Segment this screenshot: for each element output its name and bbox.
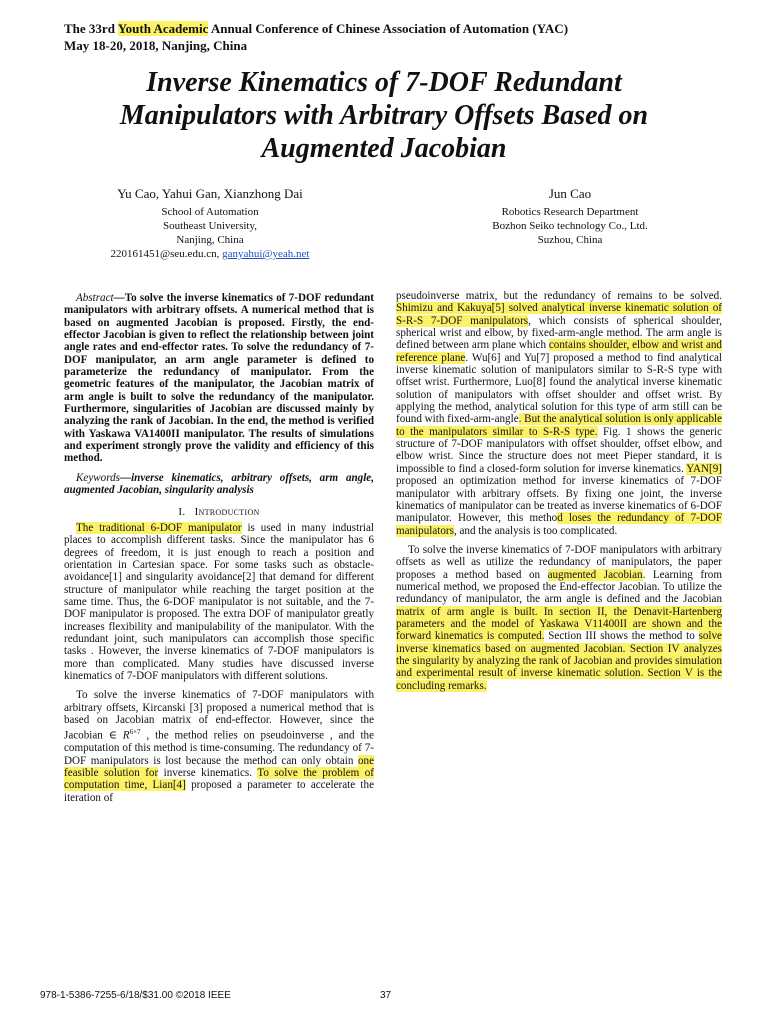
paragraph: The traditional 6-DOF manipulator is used in many industrial places to accomplish different tasks. Since the manipulator has 6 degrees of freedom, it is just enough to reach a position and orientation in Cartesian space. For some tasks such as obstacle-avoidance[1] and singularity avoidance[2] that demand for different structure of manipulator while reaching the target position at the same time. Thus, the 6-DOF manipulator is not suitable, and the 7-DOF manipulator is proposed. The extra DOF of manipulator greatly increases flexibility and manipulability of the manipulator. With the redundant joint, such manipulators can accomplish those specific tasks . However, the inverse kinematics of 7-DOF manipulators is more than complicated. Many studies have discussed inverse kinematics of 7-DOF manipulators with different solutions. xyxy=(64,521,374,682)
section-heading: I. Introduction xyxy=(178,505,260,518)
conference-header xyxy=(64,20,568,54)
paragraph: pseudoinverse matrix, but the redundancy of remains to be solved. Shimizu and Kakuya[5] solved analytical inverse kinematic solution of S-R-S 7-DOF manipulators, which consists of spherical shoulder, spherical wrist and elbow, by fixed-arm-angle method. The arm angle is defined between arm plane which contains shoulder, elbow and wrist and reference plane. Wu[6] and Yu[7] proposed a method to find analytical inverse kinematic solution of manipulators similar to S-R-S type with offset wrist. Furthermore, Luo[8] found the analytical inverse kinematic solution of manipulators with offset shoulder and offset wrist. By applying the method, analytical solution for this type of arm still can be found with fixed-arm-angle. But the analytical solution is only applicable to the manipulators similar to S-R-S type. Fig. 1 shows the generic structure of 7-DOF manipulators with offset shoulder, offset elbow, and elbow wrist. Since the structure does not meet Pieper standard, it is impossible to find a closed-form solution for inverse kinematics. YAN[9] proposed an optimization method for inverse kinematics of 7-DOF manipulator with arbitrary offsets. By fixing one joint, the inverse kinematics of manipulator can be treated as inverse kinematics of 6-DOF manipulator. However, this method loses the redundancy of 7-DOF manipulators, and the analysis is too complicated. xyxy=(396,290,723,537)
affiliation-city: Suzhou, China xyxy=(537,234,603,246)
paragraph-gap xyxy=(396,537,722,544)
highlight: YAN[9] xyxy=(686,462,722,475)
highlight: Youth Academic xyxy=(117,21,209,36)
highlight: matrix of arm angle is built. In section II, the Denavit-Hartenberg parameters and the model of Yaskawa V11400II are shown and the forward kinematics is computed. xyxy=(396,605,722,643)
left-column xyxy=(64,292,374,804)
highlight: To solve the problem of computation time, Lian[4] xyxy=(64,767,374,792)
highlight: contains shoulder, elbow and wrist and reference plane xyxy=(396,339,722,364)
math-symbol: ∈ R xyxy=(108,730,130,743)
conference-date: May 18-20, 2018, Nanjing, China xyxy=(64,38,248,53)
affiliation-org: Bozhon Seiko technology Co., Ltd. xyxy=(492,220,648,232)
highlight: Shimizu and Kakuya[5] solved analytical inverse kinematic solution of S-R-S 7-DOF manipulators xyxy=(396,302,722,327)
highlight: one feasible solution for xyxy=(64,754,374,780)
conference-line: The 33rd Youth Academic Annual Conference of Chinese Association of Automation (YAC) xyxy=(64,21,569,36)
right-column xyxy=(396,290,722,692)
author-emails: 220161451@seu.edu.cn, ganyahui@yeah.net xyxy=(110,248,310,260)
affiliation-city: Nanjing, China xyxy=(176,234,244,246)
author-names: Jun Cao xyxy=(548,186,592,201)
keywords: Keywords—inverse kinematics, arbitrary offsets, arm angle, augmented Jacobian, singularity analysis xyxy=(64,471,374,497)
author-block-left xyxy=(80,186,340,261)
highlight: d loses the redundancy of 7-DOF manipulators xyxy=(396,512,723,537)
highlight: solve inverse kinematics based on augmented Jacobian. Section IV analyzes the singularity by analyzing the rank of Jacobian and provides simulation and experimental result of inverse kinematic solution. Section V is the concluding remarks. xyxy=(396,630,722,692)
affiliation-dept: School of Automation xyxy=(161,206,259,218)
paper-title: Inverse Kinematics of 7-DOF Redundant Manipulators with Arbitrary Offsets Based on Augmented Jacobian xyxy=(119,67,649,164)
author-names: Yu Cao, Yahui Gan, Xianzhong Dai xyxy=(117,186,303,201)
paragraph: To solve the inverse kinematics of 7-DOF manipulators with arbitrary offsets, Kircanski [3] proposed a numerical method that is based on Jacobian matrix of end-effector. However, since the Jacobian ∈ $R^{6\times 7}$ , the method relies on pseudoinverse , and the computation of this method is time-consuming. The redundancy of 7-DOF manipulators is lost because the method can only obtain one feasible solution for inverse kinematics. To solve the problem of computation time, Lian[4] proposed a parameter to accelerate the iteration of xyxy=(64,689,374,804)
author-block-right xyxy=(440,186,700,247)
affiliation-dept: Robotics Research Department xyxy=(501,206,639,218)
highlight: The traditional 6-DOF manipulator xyxy=(76,521,242,534)
highlight: . But the analytical solution is only applicable to the manipulators similar to S-R-S type. xyxy=(396,413,722,438)
page-number: 37 xyxy=(380,990,392,1001)
math-superscript: 6×7 xyxy=(129,728,141,737)
copyright-footer: 978-1-5386-7255-6/18/$31.00 ©2018 IEEE xyxy=(40,990,231,1001)
paragraph: To solve the inverse kinematics of 7-DOF manipulators with arbitrary offsets as well as utilize the redundancy of manipulators, the paper proposes a method based on augmented Jacobian. Learning from numerical method, we proposed the End-effector Jacobian. To utilize the redundancy of manipulator, the arm angle is defined and the Jacobian matrix of arm angle is built. In section II, the Denavit-Hartenberg parameters and the model of Yaskawa V11400II are shown and the forward kinematics is computed. Section III shows the method to solve inverse kinematics based on augmented Jacobian. Section IV analyzes the singularity by analyzing the rank of Jacobian and provides simulation and experimental result of inverse kinematic solution. Section V is the concluding remarks. xyxy=(396,543,722,692)
paragraph-gap xyxy=(64,682,374,689)
email-link[interactable]: ganyahui@yeah.net xyxy=(222,248,310,260)
highlight: augmented Jacobian xyxy=(547,568,643,581)
abstract: Abstract—To solve the inverse kinematics of 7-DOF redundant manipulators with arbitrary offsets. A numerical method that is based on augmented Jacobian is proposed. Firstly, the end-effector Jacobian is given to reflect the relationship between joint angle rates and end-effector rates. To solve the redundancy of 7-DOF manipulator, an arm angle parameter is defined to parameterize the redundancy of manipulator. From the geometric features of the manipulator, the Jacobian matrix of arm angle is built to solve the redundancy of the manipulator. Furthermore, singularities of Jacobian are discussed mainly by analyzing the rank of Jacobian. In the end, the method is verified with Yaskawa VA1400II manipulator. The results of simulations and experiment strongly prove the validity and efficiency of this method. xyxy=(64,292,374,465)
affiliation-univ: Southeast University, xyxy=(163,220,257,232)
